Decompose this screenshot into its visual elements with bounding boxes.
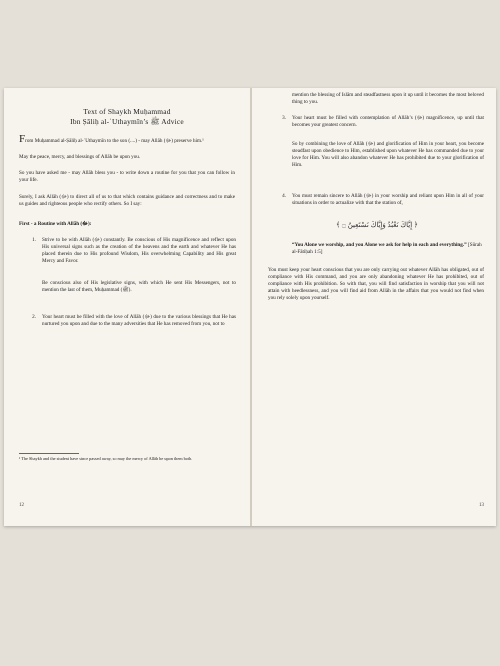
item-3-number: 3. xyxy=(282,115,286,121)
item-1-text: Strive to be with Allāh (ﷻ) constantly. Be conscious of His magnificence and reflect upon His universal signs such as the creation of the heavens and the earth and whatever He has placed therein due to His profound Wisdom, His overwhelming Capability and His great Mercy and Favor. xyxy=(42,237,236,265)
intro-paragraph xyxy=(19,135,235,145)
page-number-left: 12 xyxy=(19,503,24,508)
item-3-text: Your heart must be filled with contemplation of Allāh’s (ﷻ) magnificence, up until that becomes your greatest concern. xyxy=(292,115,484,129)
request-paragraph: So you have asked me - may Allāh bless you - to write down a routine for you that you can follow in your life. xyxy=(19,170,235,184)
item-3-continuation: So by combining the love of Allāh (ﷻ) and glorification of Him in your heart, you become steadfast upon obedience to Him, established upon whatever He has commanded due to your love for Him. You will also abandon whatever He has prohibited due to your glorification of Him. xyxy=(292,141,484,169)
greeting-paragraph: May the peace, mercy, and blessings of Allāh be upon you. xyxy=(19,154,141,160)
section-heading: First - a Routine with Allāh (ﷻ): xyxy=(19,221,92,227)
intro-text: rom Muḥammad al-Ṣāliḥ al-ʿUthaymīn to the son (....) - may Allāh (ﷻ) preserve him.¹ xyxy=(25,138,204,144)
footnote-rule xyxy=(19,453,79,454)
closing-paragraph: You must keep your heart conscious that you are only carrying out whatever Allāh has obligated, out of compliance with His command, and you are only abandoning whatever He has prohibited, out of compliance with His prohibition. So with that, you will find satisfaction in worship that you will not attain with heedlessness, and you will find aid from Allāh in the affairs that you would not find when you rely solely upon yourself. xyxy=(268,267,484,302)
drop-cap: F xyxy=(19,133,26,145)
page-number-right: 13 xyxy=(479,503,484,508)
item-2-continuation: mention the blessing of Islām and steadfastness upon it up until it becomes the most beloved thing to you. xyxy=(292,92,484,106)
title-line-2: Ibn Ṣāliḥ al-ʿUthaymīn’s ﷺ Advice xyxy=(70,117,184,126)
item-2-text: Your heart must be filled with the love of Allāh (ﷻ) due to the various blessings that He has nurtured you upon and due to the many adversities that He has removed from you, not to xyxy=(42,314,237,328)
verse-translation-text: “You Alone we worship, and you Alone we ask for help in each and everything.” xyxy=(292,242,467,248)
verse-translation xyxy=(292,242,484,256)
arabic-verse: ﴿ إِيَّاكَ نَعْبُدُ وَإِيَّاكَ نَسْتَعِينُ ۝ ﴾ xyxy=(335,221,419,229)
item-1-number: 1. xyxy=(32,237,36,243)
item-1-continuation: Be conscious also of His legislative signs, with which He sent His Messengers, not to mention the last of them, Muḥammad (ﷺ). xyxy=(42,280,236,294)
book-spread xyxy=(4,88,496,526)
item-4-number: 4. xyxy=(282,193,286,199)
prayer-paragraph: Surely, I ask Allāh (ﷻ) to direct all of us to that which contains guidance and correctness and to make us guides and righteous people who rectify others. So I say: xyxy=(19,194,235,208)
item-2-number: 2. xyxy=(32,314,36,320)
verse-reference: [Sūrah al-Fātiḥah 1:5] xyxy=(292,242,482,256)
left-page xyxy=(4,88,250,526)
title-line-1: Text of Shaykh Muḥammad xyxy=(83,107,171,116)
item-4-text: You must remain sincere to Allāh (ﷻ) in your worship and reliant upon Him in all of your situations in order to actualize with that the station of, xyxy=(292,193,484,207)
right-page xyxy=(252,88,496,526)
footnote: ¹ The Shaykh and the student have since passed away, so may the mercy of Allāh be upon them both. xyxy=(19,456,193,461)
